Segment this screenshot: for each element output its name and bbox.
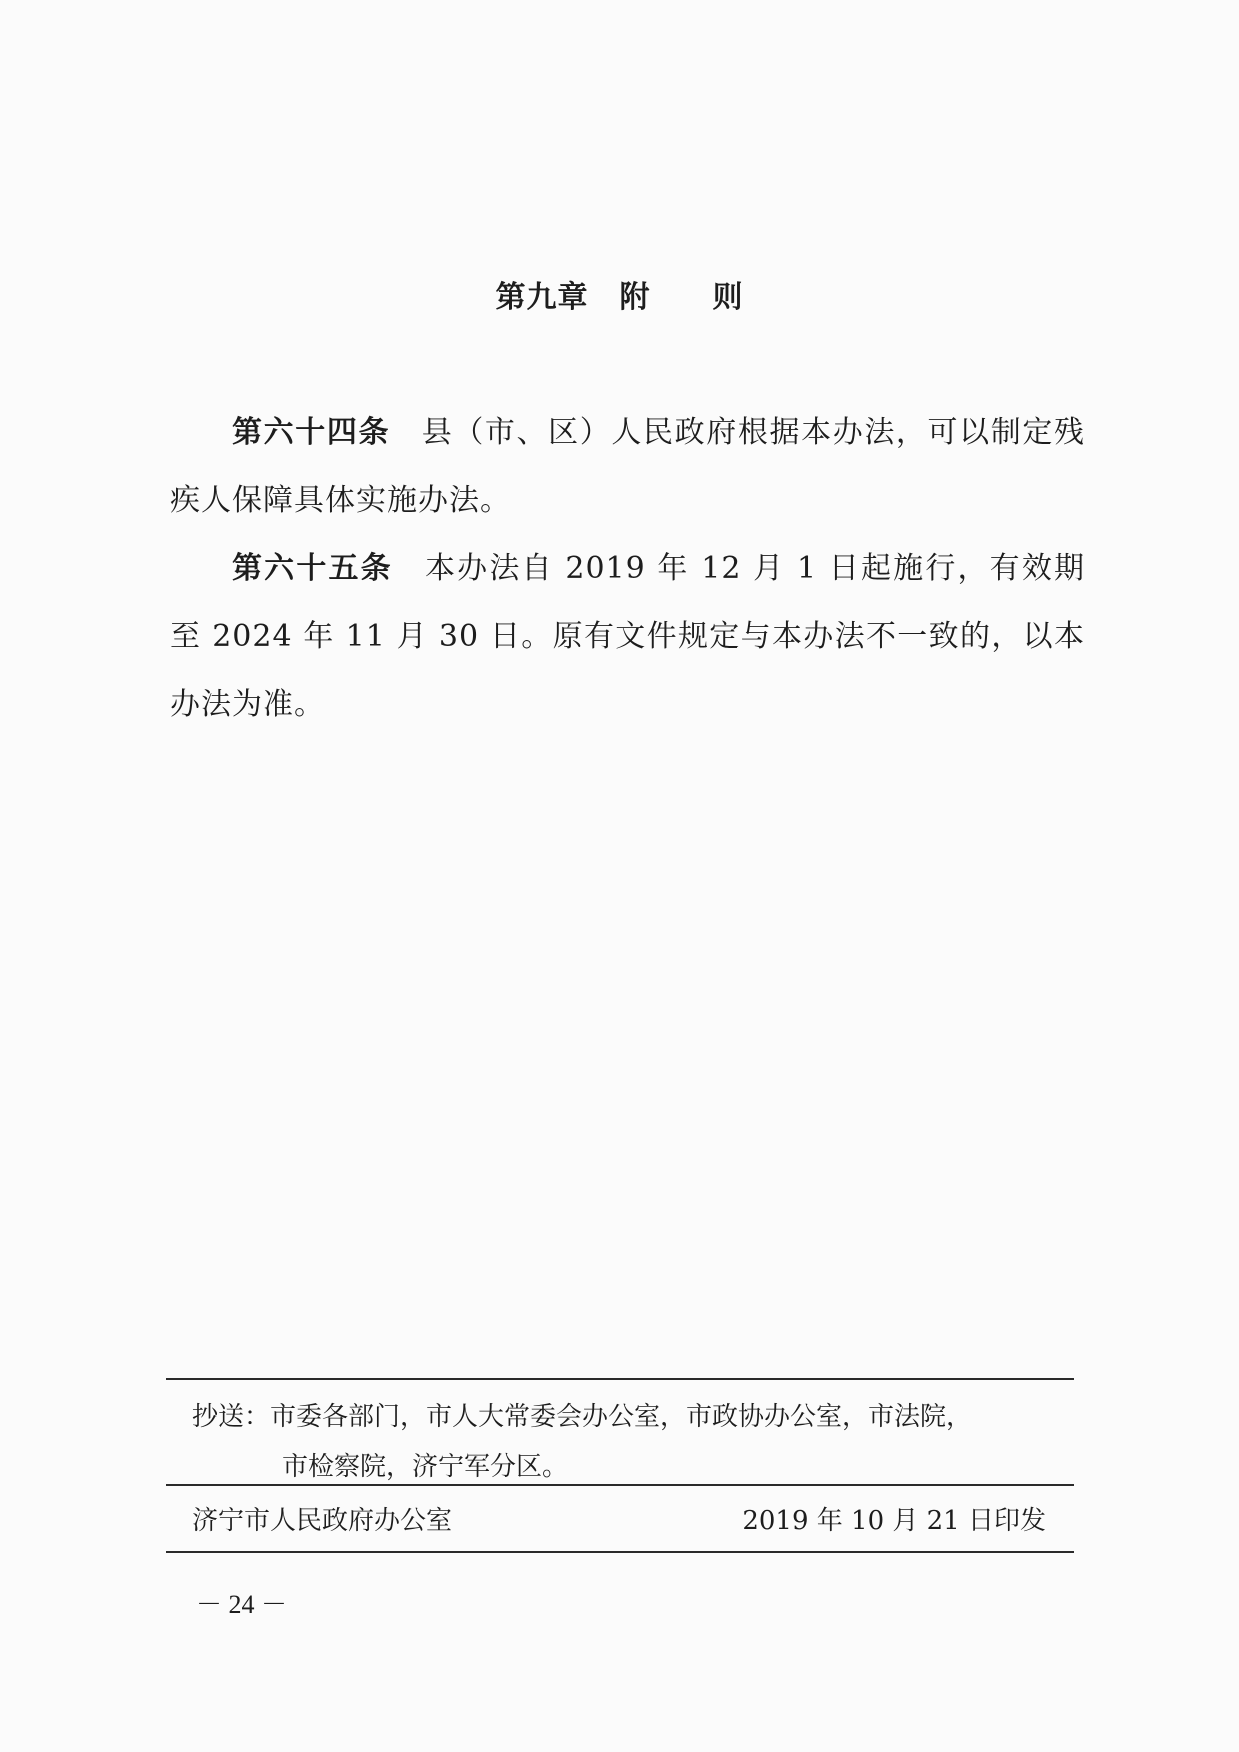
cc-recipients-1: 市委各部门，市人大常委会办公室，市政协办公室，市法院， bbox=[270, 1402, 973, 1432]
bottom-divider bbox=[166, 1551, 1074, 1553]
article-number: 第六十五条 bbox=[232, 551, 393, 586]
page-number: － 24 － bbox=[196, 1590, 288, 1619]
middle-divider bbox=[166, 1484, 1074, 1486]
article-64-paragraph bbox=[170, 399, 1085, 535]
cc-recipients-2: 市检察院，济宁军分区。 bbox=[282, 1452, 569, 1482]
article-65 bbox=[170, 535, 1085, 739]
article-64 bbox=[170, 399, 1085, 535]
cc-distribution bbox=[192, 1392, 1072, 1492]
article-number: 第六十四条 bbox=[232, 415, 391, 450]
article-text: 县（市、区）人民政府根据本办法，可以制定残疾人保障具体实施办法。 bbox=[170, 415, 1086, 518]
chapter-title: 第九章 附 则 bbox=[495, 280, 744, 315]
cc-label: 抄送： bbox=[192, 1402, 271, 1432]
article-text: 本办法自 2019 年 12 月 1 日起施行，有效期至 2024 年 11 月 30 日。原有文件规定与本办法不一致的，以本办法为准。 bbox=[170, 551, 1086, 722]
top-divider bbox=[166, 1378, 1074, 1380]
issuing-office: 济宁市人民政府办公室 bbox=[192, 1506, 453, 1536]
cc-line-1 bbox=[192, 1392, 1072, 1442]
article-65-paragraph bbox=[170, 535, 1085, 739]
issue-date: 2019 年 10 月 21 日印发 bbox=[742, 1506, 1046, 1536]
